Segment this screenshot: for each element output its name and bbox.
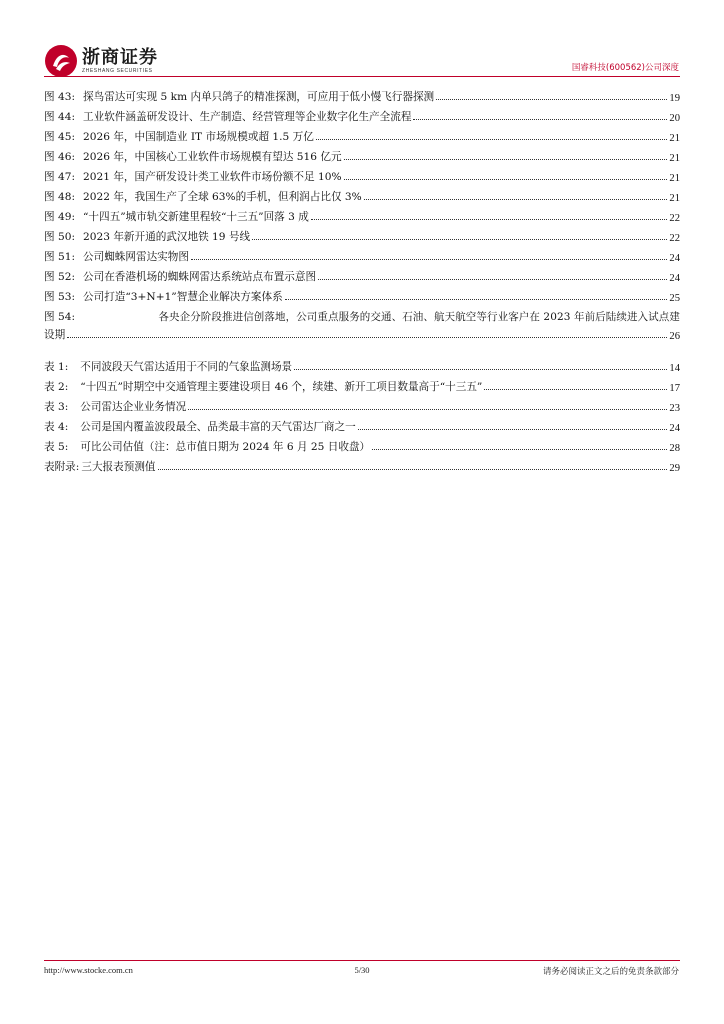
dot-leader — [158, 469, 668, 470]
dot-leader — [285, 299, 668, 300]
toc-entry[interactable] — [44, 286, 680, 304]
entry-page: 22 — [669, 213, 680, 224]
entry-label: 表 3: — [44, 401, 69, 413]
dot-leader — [372, 449, 667, 450]
entry-title: 公司在香港机场的蜘蛛网雷达系统站点布置示意图 — [83, 271, 317, 283]
entry-page: 24 — [669, 423, 680, 434]
entry-label: 表附录: — [44, 461, 80, 473]
entry-title: 工业软件涵盖研发设计、生产制造、经营管理等企业数字化生产全流程 — [83, 111, 412, 123]
entry-label: 图 44: — [44, 111, 76, 123]
brand-logo — [44, 44, 158, 78]
entry-page: 21 — [669, 173, 680, 184]
brand-name-cn: 浙商证券 — [82, 46, 158, 68]
toc-entry[interactable] — [44, 266, 680, 284]
report-tag: 国睿科技(600562)公司深度 — [571, 63, 679, 73]
zheshang-logo-icon — [44, 44, 78, 78]
toc-entry[interactable] — [44, 86, 680, 104]
entry-label: 图 46: — [44, 151, 76, 163]
entry-page: 21 — [669, 193, 680, 204]
entry-page: 14 — [669, 363, 680, 374]
entry-title-line1: 各央企分阶段推进信创落地，公司重点服务的交通、石油、航天航空等行业客户在 2023 年前后陆续进入试点建 — [158, 311, 680, 323]
dot-leader — [67, 337, 667, 338]
dot-leader — [436, 99, 667, 100]
entry-title: 可比公司估值（注：总市值日期为 2024 年 6 月 25 日收盘） — [80, 441, 371, 453]
toc-entry[interactable] — [44, 126, 680, 144]
dot-leader — [413, 119, 667, 120]
entry-title: “十四五”城市轨交新建里程较“十三五”回落 3 成 — [83, 211, 309, 223]
entry-title: 探鸟雷达可实现 5 km 内单只鸽子的精准探测，可应用于低小慢飞行器探测 — [83, 91, 435, 103]
entry-page: 19 — [669, 93, 680, 104]
toc-entry[interactable] — [44, 226, 680, 244]
entry-label: 表 4: — [44, 421, 69, 433]
entry-page: 21 — [669, 153, 680, 164]
entry-title: 公司打造“3+N+1”智慧企业解决方案体系 — [83, 291, 283, 303]
entry-label: 图 53: — [44, 291, 76, 303]
entry-title: 不同波段天气雷达适用于不同的气象监测场景 — [80, 361, 293, 373]
dot-leader — [252, 239, 667, 240]
entry-page: 26 — [669, 331, 680, 342]
toc-entry[interactable] — [44, 186, 680, 204]
dot-leader — [188, 409, 667, 410]
entry-title: 2021 年，国产研发设计类工业软件市场份额不足 10% — [83, 171, 342, 183]
entry-title-line2: 设期 — [44, 329, 66, 341]
page-indicator: 5/30 — [354, 965, 370, 975]
entry-label: 图 51: — [44, 251, 76, 263]
entry-label: 表 5: — [44, 441, 69, 453]
page-header — [0, 0, 724, 84]
entry-page: 20 — [669, 113, 680, 124]
entry-label: 图 50: — [44, 231, 76, 243]
footer-url-link[interactable]: http://www.stocke.com.cn — [44, 965, 133, 975]
toc-entry[interactable] — [44, 396, 680, 414]
dot-leader — [311, 219, 668, 220]
entry-page: 28 — [669, 443, 680, 454]
toc-entry[interactable] — [44, 416, 680, 434]
entry-title: 公司雷达企业业务情况 — [80, 401, 187, 413]
toc-entry[interactable] — [44, 166, 680, 184]
dot-leader — [318, 279, 667, 280]
toc-entry[interactable] — [44, 356, 680, 374]
dot-leader — [364, 199, 668, 200]
entry-label: 图 52: — [44, 271, 76, 283]
entry-page: 22 — [669, 233, 680, 244]
entry-label: 图 45: — [44, 131, 76, 143]
entry-title: 公司蜘蛛网雷达实物图 — [83, 251, 189, 263]
dot-leader — [358, 429, 668, 430]
toc-entry[interactable] — [44, 376, 680, 394]
footer-divider — [44, 960, 680, 961]
entry-title: “十四五”时期空中交通管理主要建设项目 46 个，续建、新开工项目数量高于“十三五” — [80, 381, 483, 393]
entry-page: 23 — [669, 403, 680, 414]
dot-leader — [191, 259, 667, 260]
entry-page: 17 — [669, 383, 680, 394]
toc-entry[interactable] — [44, 436, 680, 454]
entry-title: 2026 年，中国制造业 IT 市场规模或超 1.5 万亿 — [83, 131, 314, 143]
entry-label: 图 54: — [44, 311, 76, 323]
toc-entry[interactable] — [44, 246, 680, 264]
toc-entry-wrapped[interactable] — [44, 306, 680, 342]
dot-leader — [316, 139, 668, 140]
entry-page: 29 — [669, 463, 680, 474]
entry-label: 图 48: — [44, 191, 76, 203]
toc-entry[interactable] — [44, 206, 680, 224]
entry-page: 24 — [669, 273, 680, 284]
entry-page: 24 — [669, 253, 680, 264]
dot-leader — [294, 369, 667, 370]
entry-page: 25 — [669, 293, 680, 304]
dot-leader — [344, 179, 668, 180]
entry-title: 2022 年，我国生产了全球 63%的手机，但利润占比仅 3% — [83, 191, 362, 203]
entry-label: 图 43: — [44, 91, 76, 103]
entry-page: 21 — [669, 133, 680, 144]
entry-title: 公司是国内覆盖波段最全、品类最丰富的天气雷达厂商之一 — [80, 421, 356, 433]
toc-entry[interactable] — [44, 106, 680, 124]
brand-name-en: ZHESHANG SECURITIES — [82, 67, 153, 74]
entry-title: 2023 年新开通的武汉地铁 19 号线 — [83, 231, 251, 243]
entry-label: 图 47: — [44, 171, 76, 183]
toc-entry[interactable] — [44, 146, 680, 164]
dot-leader — [344, 159, 668, 160]
entry-title: 2026 年，中国核心工业软件市场规模有望达 516 亿元 — [83, 151, 342, 163]
dot-leader — [484, 389, 667, 390]
header-divider — [44, 76, 680, 77]
entry-title: 三大报表预测值 — [81, 461, 156, 473]
entry-label: 表 2: — [44, 381, 69, 393]
entry-label: 表 1: — [44, 361, 69, 373]
footer-disclaimer: 请务必阅读正文之后的免责条款部分 — [542, 967, 679, 977]
entry-label: 图 49: — [44, 211, 76, 223]
toc-entry[interactable] — [44, 456, 680, 474]
